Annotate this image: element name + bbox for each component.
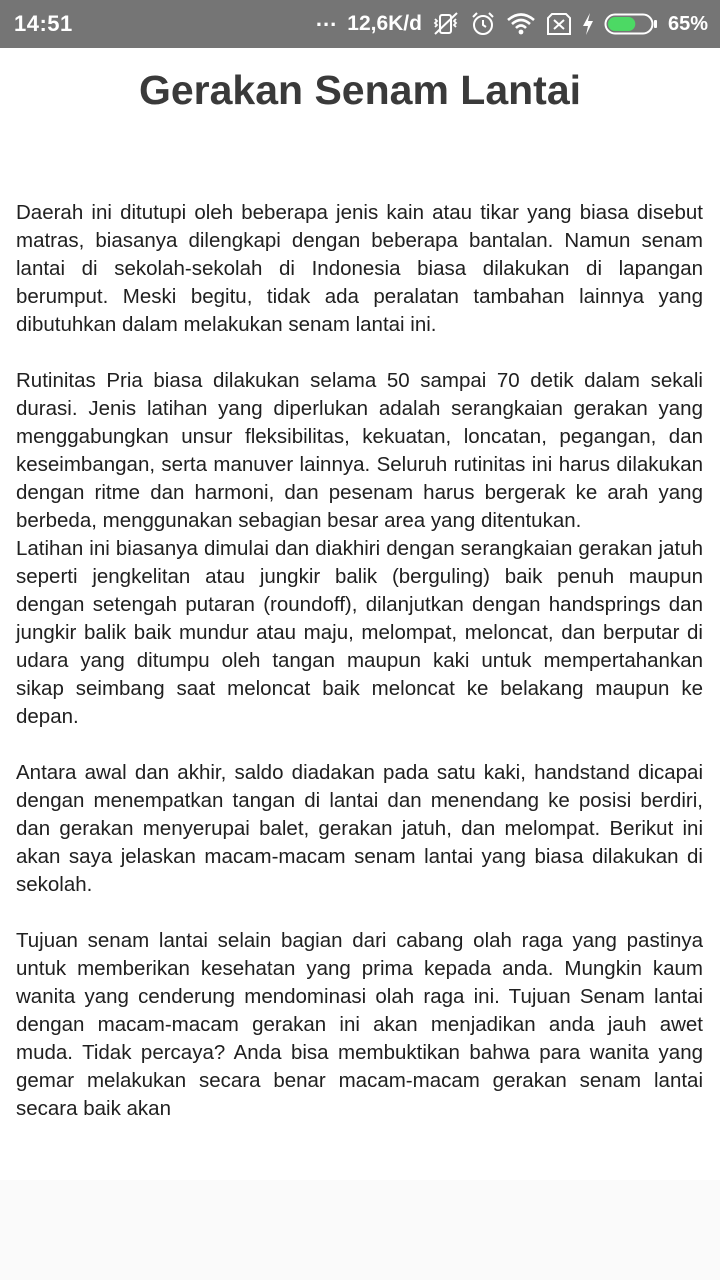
- status-bar: [0, 0, 720, 48]
- paragraph: Daerah ini ditutupi oleh beberapa jenis kain atau tikar yang biasa disebut matras, biasanya dilengkapi dengan beberapa bantalan. Namun senam lantai di sekolah-sekolah di Indonesia biasa dilakukan di lapangan berumput. Meski begitu, tidak ada peralatan tambahan lainnya yang dibutuhkan dalam melakukan senam lantai ini.: [16, 201, 703, 336]
- vibrate-off-icon: [432, 11, 460, 37]
- article-page[interactable]: [0, 48, 720, 1180]
- status-time: 14:51: [14, 11, 73, 36]
- sim-x-icon: [546, 12, 572, 36]
- charging-icon: [582, 12, 594, 36]
- article-body: [16, 199, 703, 1123]
- paragraph: Antara awal dan akhir, saldo diadakan pada satu kaki, handstand dicapai dengan menempatkan tangan di lantai dan menendang ke posisi berdiri, dan gerakan menyerupai balet, gerakan jatuh, dan melompat. Berikut ini akan saya jelaskan macam-macam senam lantai yang biasa dilakukan di sekolah.: [16, 761, 703, 896]
- bottom-blank-area: [0, 1180, 720, 1280]
- page-title: Gerakan Senam Lantai: [138, 67, 582, 113]
- paragraph: Tujuan senam lantai selain bagian dari cabang olah raga yang pastinya untuk memberikan kesehatan yang prima kepada anda. Mungkin kaum wanita yang cenderung mendominasi olah raga ini. Tujuan Senam lantai dengan macam-macam gerakan ini akan menjadikan anda jauh awet muda. Tidak percaya? Anda bisa membuktikan bahwa para wanita yang gemar melakukan secara benar macam-macam gerakan senam lantai secara baik akan: [16, 929, 703, 1120]
- status-icons: [315, 6, 708, 37]
- battery-percent: 65%: [667, 12, 708, 35]
- network-speed: 12,6K/d: [347, 12, 422, 35]
- battery-icon: [604, 11, 658, 37]
- battery-level-fill: [608, 17, 635, 31]
- wifi-icon: [506, 12, 536, 36]
- alarm-icon: [470, 11, 496, 37]
- paragraph: Latihan ini biasanya dimulai dan diakhiri dengan serangkaian gerakan jatuh seperti jengkelitan atau jungkir balik (berguling) baik penuh maupun dengan setengah putaran (roundoff), dilanjutkan dengan handsprings dan jungkir balik baik mundur atau maju, melompat, meloncat, dan berputar di udara yang ditumpu oleh tangan maupun kaki untuk mempertahankan sikap seimbang saat meloncat baik meloncat ke belakang maupun ke depan.: [16, 537, 703, 728]
- paragraph: Rutinitas Pria biasa dilakukan selama 50 sampai 70 detik dalam sekali durasi. Jenis latihan yang diperlukan adalah serangkaian gerakan yang menggabungkan unsur fleksibilitas, kekuatan, loncatan, pegangan, dan keseimbangan, serta manuver lainnya. Seluruh rutinitas ini harus dilakukan dengan ritme dan harmoni, dan pesenam harus bergerak ke arah yang berbeda, menggunakan sebagian besar area yang ditentukan.: [16, 369, 703, 532]
- more-dots: ...: [315, 6, 338, 31]
